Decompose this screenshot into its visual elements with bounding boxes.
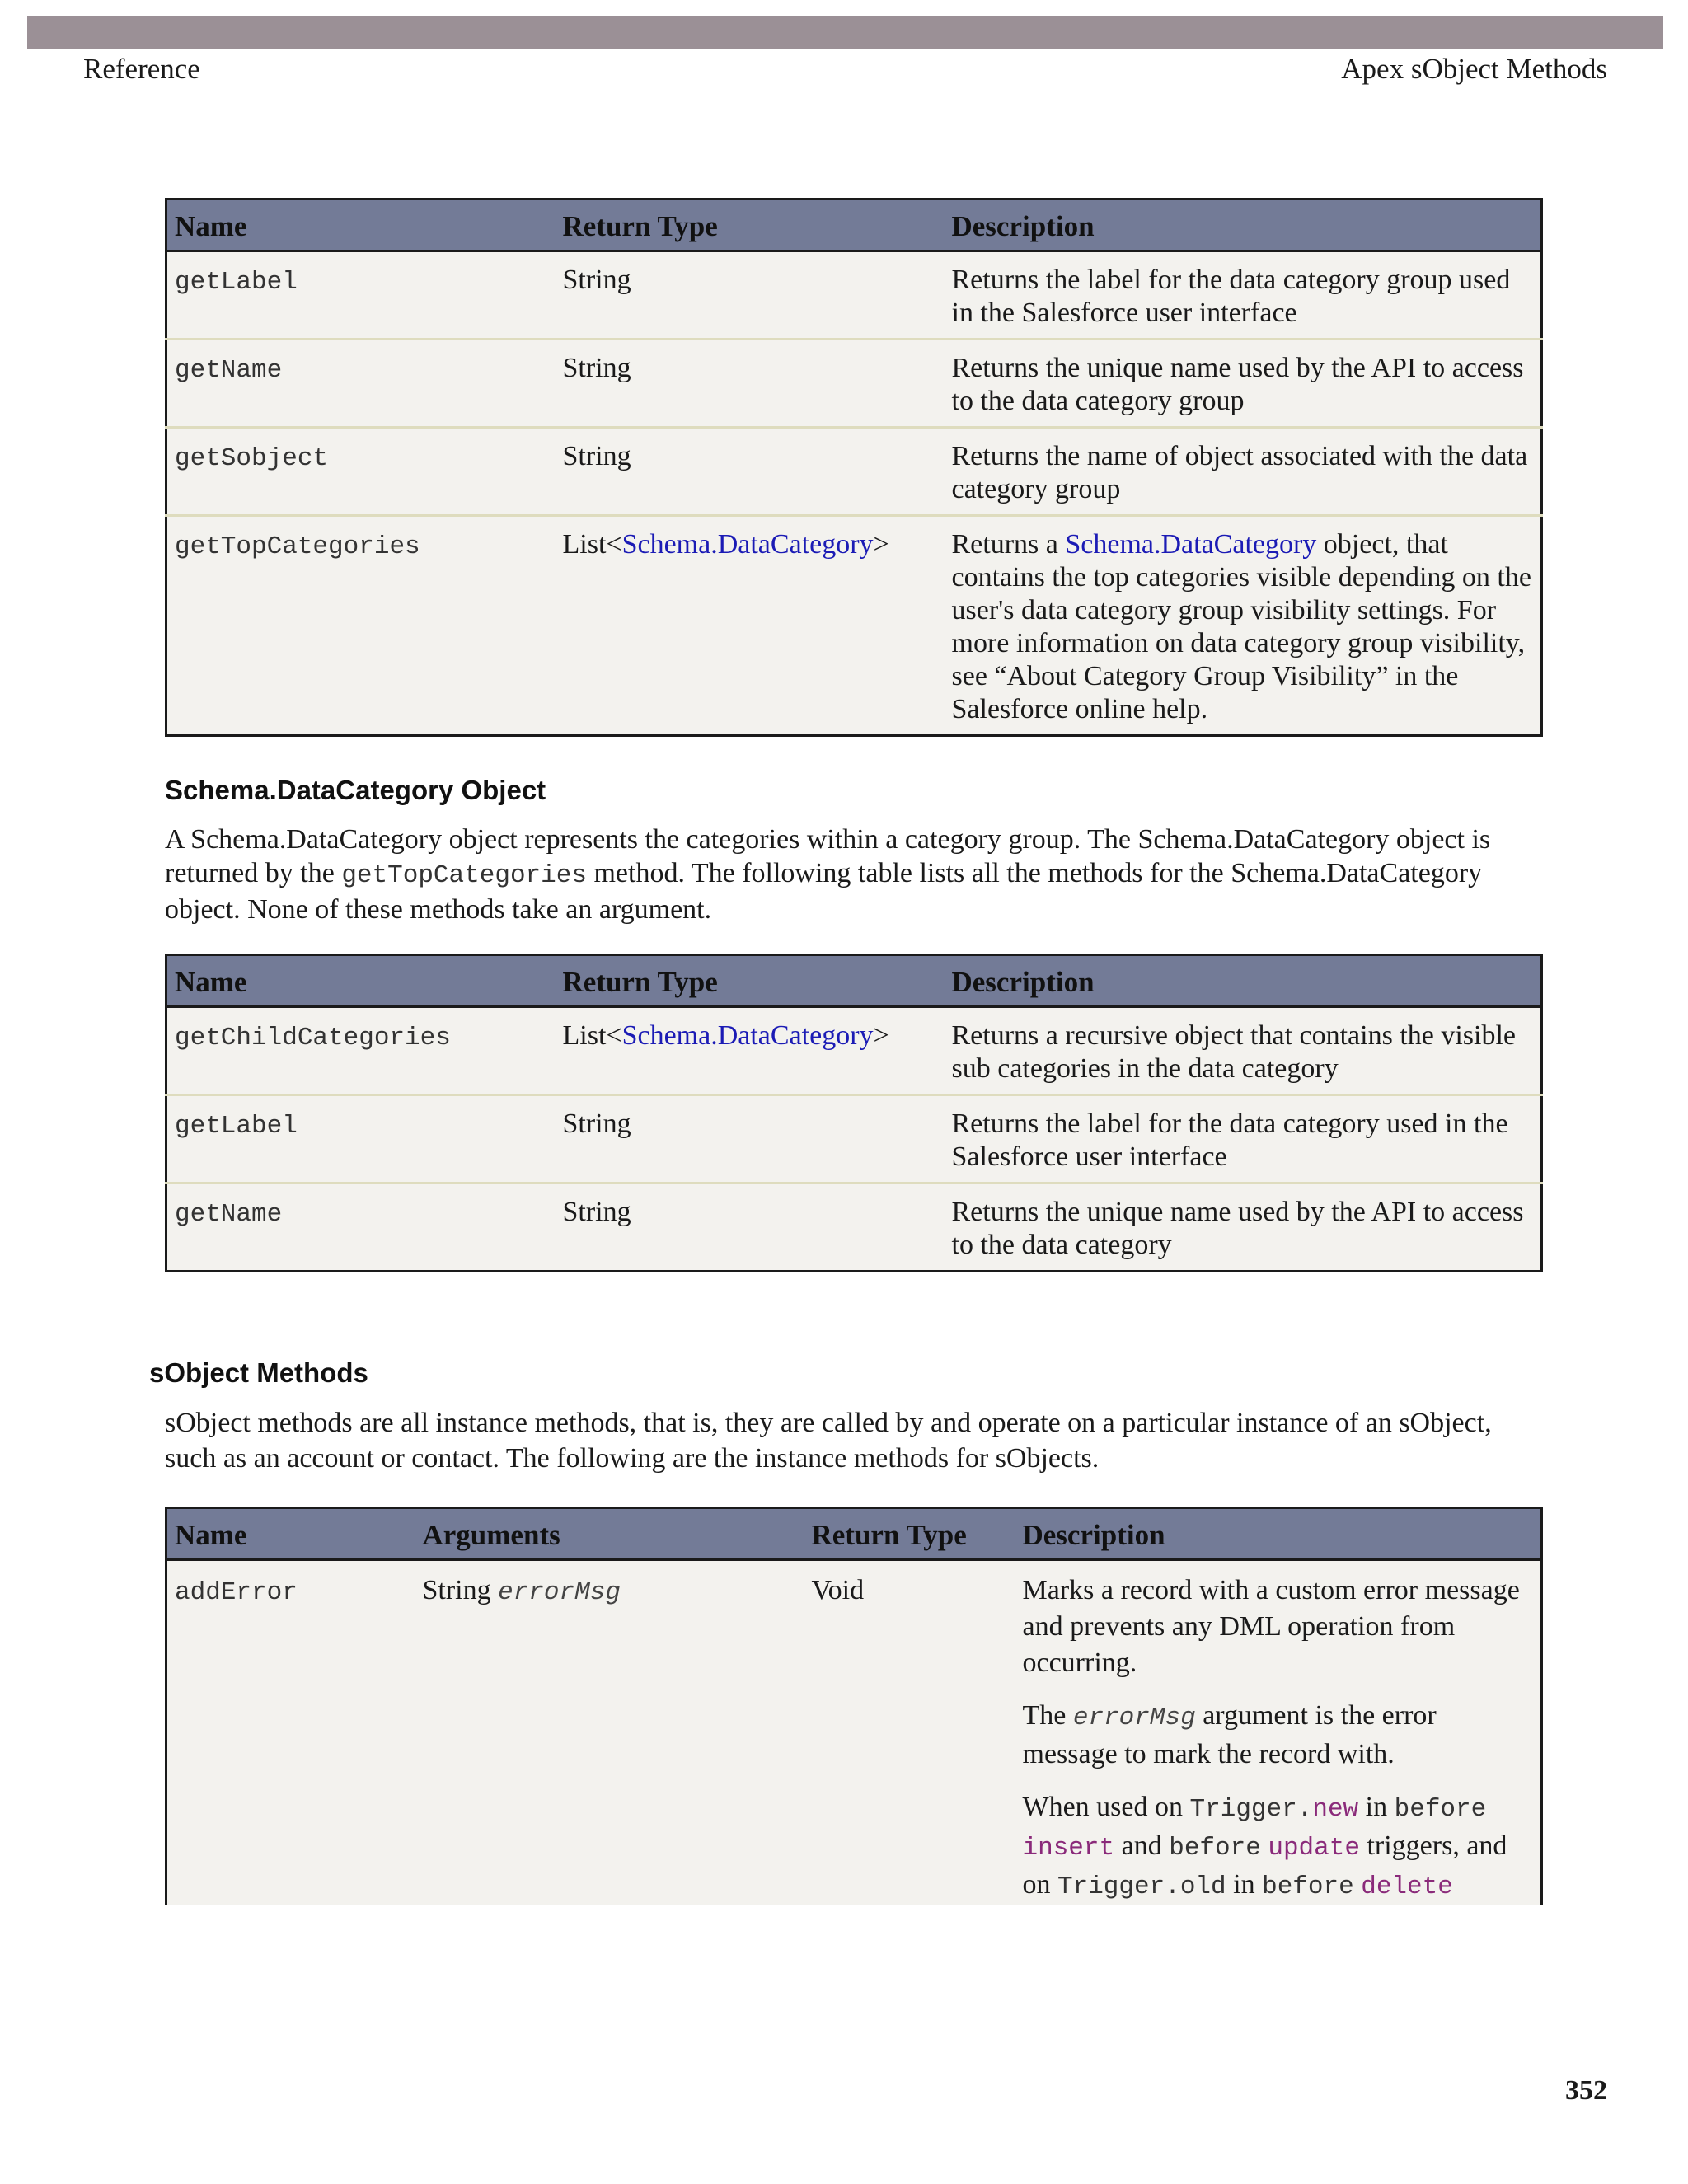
method-name: getLabel [175,1112,298,1141]
method-name: getName [175,356,283,385]
return-type: String [562,1197,631,1227]
method-name: getName [175,1200,283,1229]
table-header [166,199,1542,251]
section-paragraph: sObject methods are all instance methods, that is, they are called by and operate on a particular instance of an sObject, such as an account or contact. The following are the instance methods for sObjects. [165,1408,1492,1474]
table-header [166,1508,1542,1560]
return-type: Void [811,1575,865,1605]
return-type: String [556,251,945,340]
section-title-sobject-methods: sObject Methods [149,1357,368,1388]
page-number: 352 [1565,2075,1607,2106]
section-title-datacategory: Schema.DataCategory Object [165,775,546,805]
data-category-group-methods-table [165,198,1543,737]
method-name: getTopCategories [175,532,420,561]
description-paragraph: The errorMsg argument is the error message to mark the record with. [1022,1700,1437,1769]
sobject-methods-table [165,1507,1543,1905]
column-header: Description [945,955,1542,1007]
table-row [166,1183,1542,1272]
method-arguments: String errorMsg [422,1575,621,1607]
method-name: getChildCategories [175,1024,451,1052]
table-row [166,1095,1542,1183]
method-name: getSobject [175,444,329,473]
schema-datacategory-link[interactable]: Schema.DataCategory [621,1020,874,1051]
return-type: String [556,1095,945,1183]
method-description: Returns the unique name used by the API to access to the data category [951,1197,1524,1260]
method-description: Returns the label for the data category used in the Salesforce user interface [945,1095,1542,1183]
data-category-methods-table [165,954,1543,1272]
method-description: Returns the label for the data category group used in the Salesforce user interface [945,251,1542,340]
column-header: Name [166,955,556,1007]
table-row [166,1560,1542,1906]
description-paragraph: When used on Trigger.new in before insert and before update triggers, and on Trigger.old in before delete [1022,1792,1507,1901]
argument-name: errorMsg [498,1578,621,1607]
description-paragraph: Marks a record with a custom error message and prevents any DML operation from occurring. [1022,1575,1520,1678]
column-header: Name [166,199,556,251]
inline-code: getTopCategories [341,861,587,890]
return-type: List<Schema.DataCategory> [562,529,889,560]
return-type: List<Schema.DataCategory> [556,1007,945,1095]
table-row [166,516,1542,736]
method-name: addError [175,1578,298,1607]
header-left: Reference [83,53,200,85]
table-row [166,1007,1542,1095]
return-type: String [556,340,945,428]
column-header: Arguments [415,1508,804,1560]
method-description: Returns a Schema.DataCategory object, that contains the top categories visible depending on the user's data category group visibility settings. For more information on data category group visibility, see “About Category Group Visibility” in the Salesforce online help. [951,529,1531,724]
table-row [166,251,1542,340]
method-description: Returns a recursive object that contains the visible sub categories in the data category [945,1007,1542,1095]
table-row [166,428,1542,516]
section-paragraph: A Schema.DataCategory object represents the categories within a category group. The Schema.DataCategory object is returned by the getTopCategories method. The following table lists all the methods for the Schema.DataCategory object. None of these methods take an argument. [165,824,1491,925]
schema-datacategory-link[interactable]: Schema.DataCategory [621,529,874,560]
method-name: getLabel [175,268,298,297]
method-description: Returns the name of object associated with the data category group [945,428,1542,516]
page-cut-mask [165,1905,1543,1930]
method-description: Returns the unique name used by the API to access to the data category group [945,340,1542,428]
header-right: Apex sObject Methods [1341,53,1607,85]
column-header: Return Type [556,955,945,1007]
column-header: Name [166,1508,415,1560]
table-row [166,340,1542,428]
top-bar [27,16,1663,49]
column-header: Return Type [804,1508,1015,1560]
column-header: Return Type [556,199,945,251]
column-header: Description [945,199,1542,251]
return-type: String [556,428,945,516]
schema-datacategory-link[interactable]: Schema.DataCategory [1065,529,1317,560]
method-description [1015,1560,1542,1906]
table-header [166,955,1542,1007]
column-header: Description [1015,1508,1542,1560]
